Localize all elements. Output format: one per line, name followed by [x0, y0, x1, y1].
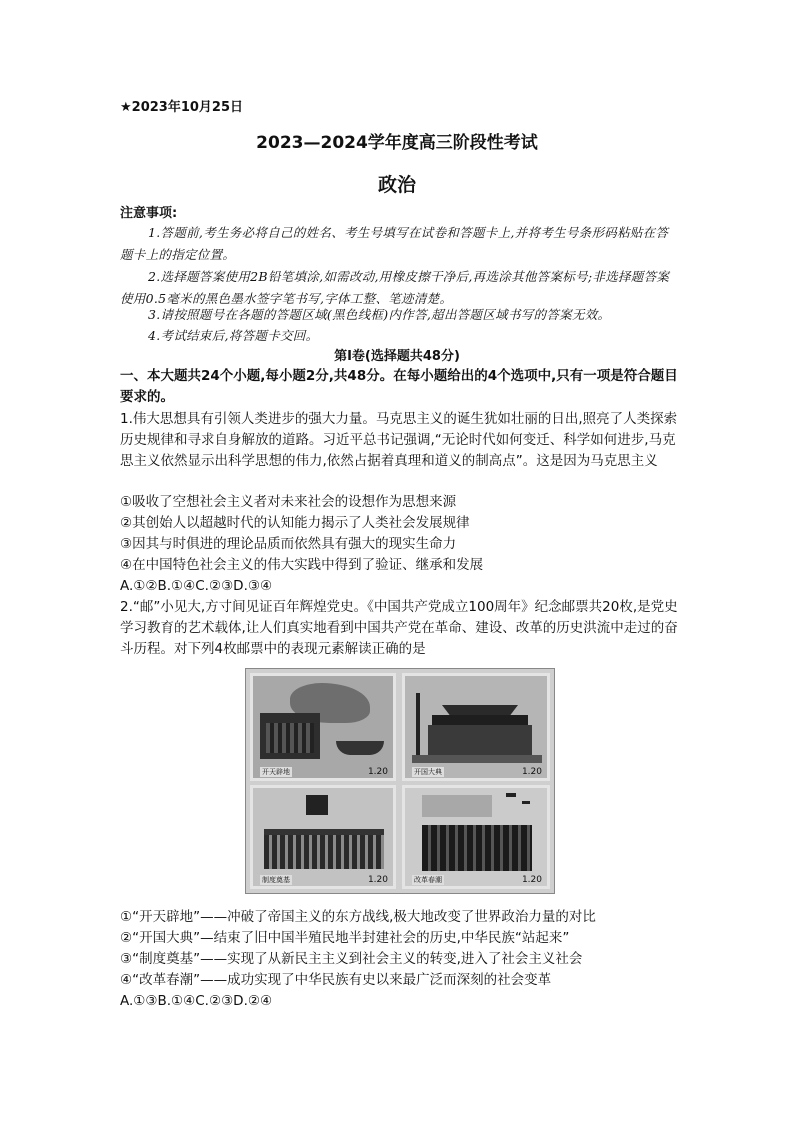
question-1-option-4: ④在中国特色社会主义的伟大实践中得到了验证、继承和发展 — [120, 557, 484, 573]
exam-title: 2023—2024学年度高三阶段性考试 — [256, 133, 538, 153]
stamp-4-price: 1.20 — [521, 875, 542, 885]
question-1-option-3: ③因其与时俱进的理论品质而依然具有强大的现实生命力 — [120, 536, 457, 552]
stamp-sheet-image — [245, 668, 555, 894]
question-2-option-2: ②“开国大典”—结束了旧中国半殖民地半封建社会的历史,中华民族“站起来” — [120, 930, 570, 946]
question-1-option-2: ②其创始人以超越时代的认知能力揭示了人类社会发展规律 — [120, 515, 470, 531]
question-2-stem: 2.“邮”小见大,方寸间见证百年辉煌党史。《中国共产党成立100周年》纪念邮票共20枚,是党史学习教育的艺术载体,让人们真实地看到中国共产党在革命、建设、改革的历史洪流中走过的奋斗历程。对下列4枚邮票中的表现元素解读正确的是 — [120, 599, 678, 657]
subject-title: 政治 — [377, 174, 416, 196]
stamp-2-caption: 开国大典 — [414, 768, 442, 776]
question-2-option-3: ③“制度奠基”——实现了从新民主主义到社会主义的转变,进入了社会主义社会 — [120, 951, 583, 967]
stamp-2-price: 1.20 — [521, 767, 542, 777]
question-1-option-1: ①吸收了空想社会主义者对未来社会的设想作为思想来源 — [120, 494, 457, 510]
question-2-option-1: ①“开天辟地”——冲破了帝国主义的东方战线,极大地改变了世界政治力量的对比 — [120, 909, 596, 925]
stamp-3-caption: 制度奠基 — [262, 876, 290, 884]
question-1-stem: 1.伟大思想具有引领人类进步的强大力量。马克思主义的诞生犹如壮丽的日出,照亮了人类探索历史规律和寻求自身解放的道路。习近平总书记强调,“无论时代如何变迁、科学如何进步,马克思主义依然显示出科学思想的伟力,依然占据着真理和道义的制高点”。这是因为马克思主义 — [120, 411, 678, 469]
stamp-1-caption: 开天辟地 — [262, 768, 290, 776]
note-item-2: 2.选择题答案使用2B铅笔填涂,如需改动,用橡皮擦干净后,再选涂其他答案标号;非选择题答案使用0.5毫米的黑色墨水签字笔书写,字体工整、笔迹清楚。 — [120, 269, 670, 306]
stamp-kaiguodadian — [402, 673, 550, 781]
part-instructions: 一、本大题共24个小题,每小题2分,共48分。在每小题给出的4个选项中,只有一项是符合题目要求的。 — [120, 368, 678, 405]
stamp-kaitianpidi — [250, 673, 396, 781]
section-title: 第Ⅰ卷(选择题共48分) — [334, 349, 460, 364]
exam-date: ★2023年10月25日 — [120, 100, 244, 115]
note-item-3: 3.请按照题号在各题的答题区域(黑色线框)内作答,超出答题区域书写的答案无效。 — [148, 307, 611, 322]
question-2-answers: A.①③B.①④C.②③D.②④ — [120, 993, 273, 1009]
question-2-option-4: ④“改革春潮”——成功实现了中华民族有史以来最广泛而深刻的社会变革 — [120, 972, 552, 988]
stamp-3-price: 1.20 — [367, 875, 388, 885]
stamp-gaigechunchao — [402, 785, 550, 889]
stamp-1-price: 1.20 — [367, 767, 388, 777]
note-item-4: 4.考试结束后,将答题卡交回。 — [148, 328, 319, 343]
question-1-answers: A.①②B.①④C.②③D.③④ — [120, 578, 273, 594]
note-item-1: 1.答题前,考生务必将自己的姓名、考生号填写在试卷和答题卡上,并将考生号条形码粘贴在答题卡上的指定位置。 — [120, 225, 669, 262]
stamp-zhidudianji — [250, 785, 396, 889]
stamp-4-caption: 改革春潮 — [414, 876, 442, 884]
notes-heading: 注意事项: — [120, 206, 178, 221]
